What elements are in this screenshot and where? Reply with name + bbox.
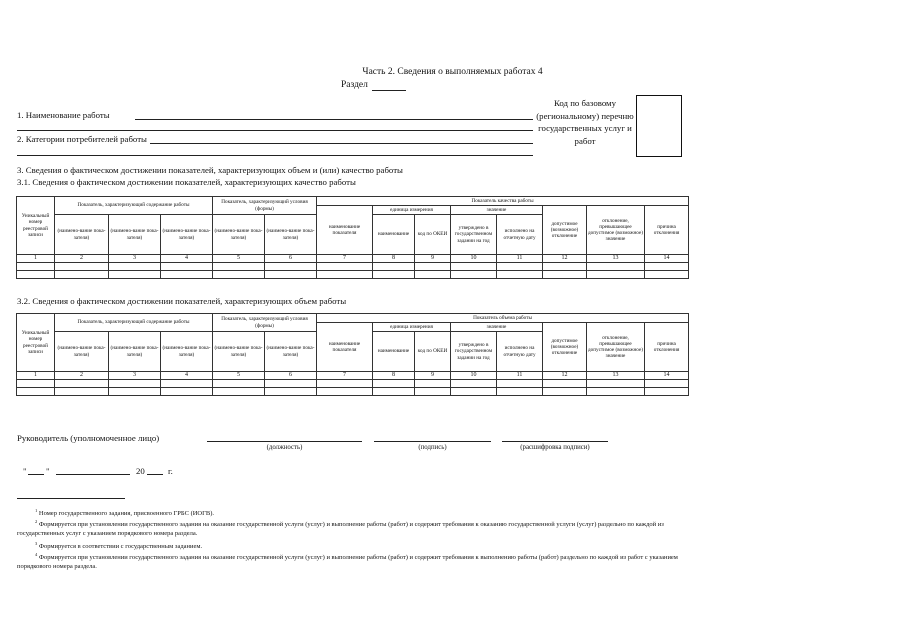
col-executed-header: исполнено на отчетную дату (497, 332, 543, 372)
table-cell[interactable] (415, 263, 451, 271)
date-year-suffix: г. (168, 466, 173, 476)
table-cell[interactable] (451, 388, 497, 396)
col-okei-header: код по ОКЕИ (415, 215, 451, 255)
col-exceed-header: отклонение, превышающее допустимое (возможное) значение (587, 206, 645, 255)
col-unit-header: единица измерения (373, 323, 451, 332)
col-indicator-name-header: наименование показателя (317, 206, 373, 255)
col-okei-header: код по ОКЕИ (415, 332, 451, 372)
col-content-header: Показатель, характеризующий содержание работы (55, 197, 213, 215)
column-number: 14 (645, 372, 689, 380)
table-cell[interactable] (161, 380, 213, 388)
column-number: 11 (497, 255, 543, 263)
table-row[interactable] (17, 263, 689, 271)
table-cell[interactable] (265, 271, 317, 279)
col-unit-name-header: наименование (373, 215, 415, 255)
table-cell[interactable] (415, 271, 451, 279)
col-approved-header: утверждено в государственном задании на год (451, 332, 497, 372)
column-number: 4 (161, 372, 213, 380)
col-unique-header: Уникальный номер реестровой записи (17, 197, 55, 255)
table-cell[interactable] (497, 380, 543, 388)
sub-indicator-name: (наимено-вание пока-зателя) (109, 332, 161, 372)
date-year-line[interactable] (147, 474, 163, 475)
col-unit-header: единица измерения (373, 206, 451, 215)
column-number: 7 (317, 255, 373, 263)
table-cell[interactable] (109, 380, 161, 388)
code-label: Код по базовому (региональному) перечню государственных услуг и работ (536, 98, 634, 146)
table-row[interactable] (17, 271, 689, 279)
table-cell[interactable] (317, 380, 373, 388)
footnote-mark: 2 (35, 519, 38, 524)
table-cell[interactable] (213, 388, 265, 396)
sub-indicator-name: (наимено-вание пока-зателя) (265, 332, 317, 372)
col-value-header: значение (451, 206, 543, 215)
col-allowed-header: допустимое (возможное) отклонение (543, 323, 587, 372)
page-title: Часть 2. Сведения о выполняемых работах 4 (362, 67, 543, 77)
section-3-heading: 3. Сведения о фактическом достижении показателей, характеризующих объем и (или) качество работы (17, 165, 403, 175)
table-cell[interactable] (317, 263, 373, 271)
column-number: 9 (415, 372, 451, 380)
col-unique-header: Уникальный номер реестровой записи (17, 314, 55, 372)
consumers-label: 2. Категории потребителей работы (17, 134, 147, 144)
consumers-line[interactable] (150, 143, 533, 144)
footnote-3 (35, 540, 685, 552)
column-number: 3 (109, 255, 161, 263)
table-cell[interactable] (373, 388, 415, 396)
decode-line[interactable] (502, 441, 608, 442)
col-value-header: значение (451, 323, 543, 332)
column-number: 10 (451, 372, 497, 380)
table-cell[interactable] (317, 271, 373, 279)
table-cell[interactable] (373, 271, 415, 279)
table-cell[interactable] (213, 263, 265, 271)
table-cell[interactable] (161, 388, 213, 396)
table-cell[interactable] (451, 271, 497, 279)
footnote-text: Номер государственного задания, присвоенного ГРБС (ИОГВ). (38, 510, 215, 518)
table-cell[interactable] (645, 388, 689, 396)
quality-table (16, 196, 689, 279)
footnote-mark: 1 (35, 508, 38, 513)
col-approved-header: утверждено в государственном задании на год (451, 215, 497, 255)
table-cell[interactable] (373, 263, 415, 271)
footnote-text: Формируется при установлении государственного задания на оказание государственной услуги (услуг) и выполнение работы (работ) и содержит требования к оказанию государственной услуги (услуг) раздельно по каждой из государственных услуг с указанием порядкового номера раздела. (17, 521, 664, 537)
table-cell[interactable] (587, 263, 645, 271)
table-row[interactable] (17, 380, 689, 388)
date-year-prefix: 20 (136, 466, 145, 476)
footnote-text: Формируется в соответствии с государственным заданием. (38, 543, 203, 551)
sub-indicator-name: (наимено-вание пока-зателя) (213, 332, 265, 372)
date-quote-open: " (23, 466, 27, 476)
sub-indicator-name: (наимено-вание пока-зателя) (161, 332, 213, 372)
volume-table (16, 313, 689, 396)
col-quality-header: Показатель качества работы (317, 197, 689, 206)
column-number: 2 (55, 372, 109, 380)
column-number: 1 (17, 255, 55, 263)
table-cell[interactable] (497, 388, 543, 396)
table-cell[interactable] (55, 271, 109, 279)
table-cell[interactable] (55, 380, 109, 388)
work-name-line[interactable] (135, 119, 533, 120)
column-number: 6 (265, 255, 317, 263)
col-conditions-header: Показатель, характеризующий условия (формы) (213, 314, 317, 332)
table-cell[interactable] (265, 380, 317, 388)
column-number: 9 (415, 255, 451, 263)
table-cell[interactable] (543, 263, 587, 271)
sub-indicator-name: (наимено-вание пока-зателя) (109, 215, 161, 255)
table-cell[interactable] (17, 271, 55, 279)
table-cell[interactable] (497, 271, 543, 279)
table-cell[interactable] (265, 388, 317, 396)
table-cell[interactable] (451, 380, 497, 388)
table-cell[interactable] (109, 263, 161, 271)
column-number: 7 (317, 372, 373, 380)
footnote-mark: 3 (35, 541, 38, 546)
column-number: 13 (587, 372, 645, 380)
table-cell[interactable] (17, 380, 55, 388)
column-number: 8 (373, 372, 415, 380)
table-cell[interactable] (451, 263, 497, 271)
col-volume-header: Показатель объема работы (317, 314, 689, 323)
table-cell[interactable] (17, 263, 55, 271)
table-cell[interactable] (587, 388, 645, 396)
footnote-2 (17, 518, 685, 538)
column-number: 5 (213, 372, 265, 380)
position-line[interactable] (207, 441, 362, 442)
date-day-line[interactable] (28, 474, 44, 475)
table-cell[interactable] (645, 380, 689, 388)
col-content-header: Показатель, характеризующий содержание работы (55, 314, 213, 332)
column-number: 3 (109, 372, 161, 380)
table-cell[interactable] (109, 388, 161, 396)
table-cell[interactable] (543, 380, 587, 388)
column-number: 11 (497, 372, 543, 380)
sub-indicator-name: (наимено-вание пока-зателя) (213, 215, 265, 255)
table-cell[interactable] (55, 388, 109, 396)
table-cell[interactable] (373, 380, 415, 388)
column-number-row (17, 255, 689, 263)
col-reason-header: причина отклонения (645, 206, 689, 255)
column-number-row (17, 372, 689, 380)
table-cell[interactable] (645, 263, 689, 271)
sub-indicator-name: (наимено-вание пока-зателя) (265, 215, 317, 255)
table-cell[interactable] (543, 271, 587, 279)
table-cell[interactable] (415, 380, 451, 388)
footnote-text: Формируется при установлении государственного задания на оказание государственной услуги (услуг) и выполнение работы (работ) и содержит требования к выполнению работы (работ) раздельно по каждой из работ с указанием порядкового номера раздела. (17, 554, 678, 570)
column-number: 6 (265, 372, 317, 380)
column-number: 1 (17, 372, 55, 380)
sub-indicator-name: (наимено-вание пока-зателя) (55, 332, 109, 372)
position-caption: (должность) (266, 444, 303, 451)
table-row[interactable] (17, 388, 689, 396)
table-cell[interactable] (587, 271, 645, 279)
code-box[interactable] (636, 95, 682, 157)
sub-indicator-name: (наимено-вание пока-зателя) (161, 215, 213, 255)
column-number: 12 (543, 255, 587, 263)
col-allowed-header: допустимое (возможное) отклонение (543, 206, 587, 255)
column-number: 10 (451, 255, 497, 263)
col-conditions-header: Показатель, характеризующий условия (формы) (213, 197, 317, 215)
column-number: 13 (587, 255, 645, 263)
col-indicator-name-header: наименование показателя (317, 323, 373, 372)
footnote-4 (17, 551, 685, 571)
section-number-line[interactable] (372, 90, 406, 91)
table-cell[interactable] (17, 388, 55, 396)
date-quote-close: " (46, 466, 50, 476)
table-cell[interactable] (55, 263, 109, 271)
consumers-line-2[interactable] (17, 155, 533, 156)
column-number: 4 (161, 255, 213, 263)
table-cell[interactable] (543, 388, 587, 396)
section-label: Раздел (341, 80, 368, 90)
table-cell[interactable] (497, 263, 543, 271)
signature-line[interactable] (374, 441, 491, 442)
table-cell[interactable] (161, 263, 213, 271)
col-executed-header: исполнено на отчетную дату (497, 215, 543, 255)
table-cell[interactable] (213, 380, 265, 388)
table-cell[interactable] (265, 263, 317, 271)
table-cell[interactable] (587, 380, 645, 388)
head-signature-label: Руководитель (уполномоченное лицо) (17, 433, 160, 443)
table-cell[interactable] (161, 271, 213, 279)
column-number: 12 (543, 372, 587, 380)
footnote-mark: 4 (35, 552, 38, 557)
column-number: 14 (645, 255, 689, 263)
decode-caption: (расшифровка подписи) (520, 444, 590, 451)
section-3-1-heading: 3.1. Сведения о фактическом достижении показателей, характеризующих качество работы (17, 177, 356, 187)
table-cell[interactable] (213, 271, 265, 279)
section-3-2-heading: 3.2. Сведения о фактическом достижении показателей, характеризующих объем работы (17, 296, 347, 306)
work-name-label: 1. Наименование работы (17, 110, 110, 120)
work-name-line-2[interactable] (17, 130, 533, 131)
table-cell[interactable] (645, 271, 689, 279)
table-cell[interactable] (415, 388, 451, 396)
sub-indicator-name: (наимено-вание пока-зателя) (55, 215, 109, 255)
footnote-1 (35, 507, 685, 519)
footnote-separator (17, 498, 125, 499)
table-cell[interactable] (317, 388, 373, 396)
col-reason-header: причина отклонения (645, 323, 689, 372)
signature-caption: (подпись) (418, 444, 447, 451)
table-cell[interactable] (109, 271, 161, 279)
column-number: 5 (213, 255, 265, 263)
column-number: 2 (55, 255, 109, 263)
col-unit-name-header: наименование (373, 332, 415, 372)
col-exceed-header: отклонение, превышающее допустимое (возможное) значение (587, 323, 645, 372)
date-month-line[interactable] (56, 474, 130, 475)
column-number: 8 (373, 255, 415, 263)
